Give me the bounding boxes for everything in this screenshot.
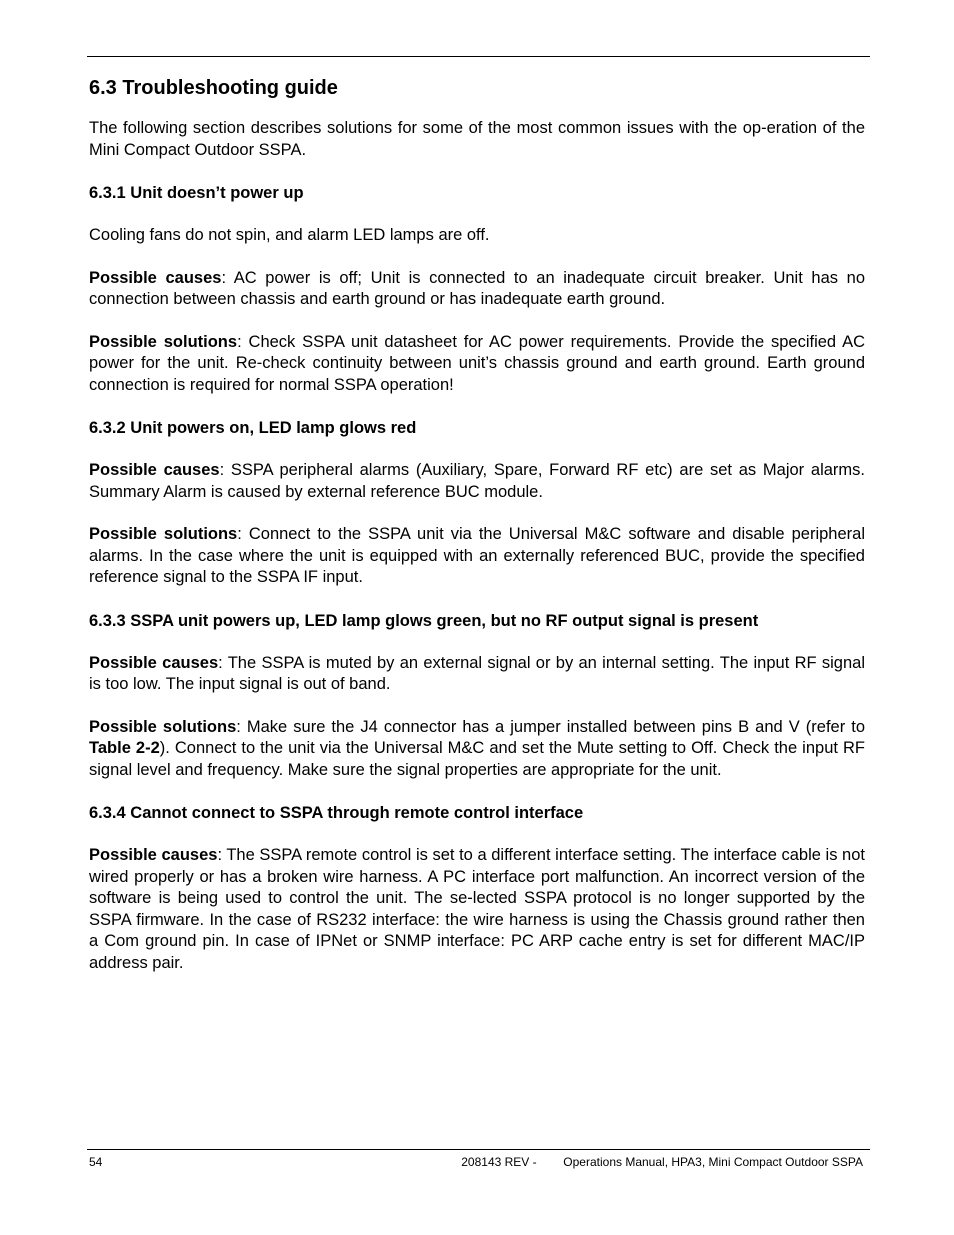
causes-label: Possible causes	[89, 846, 218, 864]
solutions-text: : Make sure the J4 connector has a jumper installed between pins B and V (refer to	[236, 717, 866, 736]
subsection-heading-6-3-1: 6.3.1 Unit doesn’t power up	[89, 184, 304, 202]
solutions-text: : Connect to the SSPA unit via the Universal M&C software and disable peripheral alarms. In the case where the unit is equipped with an externally referenced BUC, provide the specified reference signal to the SSPA IF input.	[89, 525, 865, 586]
subsection-heading-6-3-2: 6.3.2 Unit powers on, LED lamp glows red	[89, 419, 417, 437]
footer-doc-info: 208143 REV - Operations Manual, HPA3, Mini Compact Outdoor SSPA	[461, 1155, 863, 1169]
solutions-text-cont: ). Connect to the unit via the Universal M&C and set the Mute setting to Off. Check the input RF signal level and frequency. Make sure the signal properties are appropriate for the unit.	[89, 739, 865, 779]
solutions-label: Possible solutions	[89, 525, 238, 543]
subsection-heading-6-3-4: 6.3.4 Cannot connect to SSPA through remote control interface	[89, 804, 584, 822]
page-content	[89, 74, 865, 995]
solutions-label: Possible solutions	[89, 717, 237, 736]
symptom-6-3-1: Cooling fans do not spin, and alarm LED lamps are off.	[89, 226, 490, 244]
page-number: 54	[89, 1155, 103, 1169]
solutions-6-3-1	[89, 332, 865, 397]
subsection-heading-6-3-3: 6.3.3 SSPA unit powers up, LED lamp glows green, but no RF output signal is present	[89, 611, 759, 630]
causes-text: : The SSPA remote control is set to a different interface setting. The interface cable is not wired properly or has a broken wire harness. A PC interface port malfunction. An incorrect version of the software is being used to control the unit. The se-lected SSPA protocol is no longer supported by the SSPA firmware. In the case of RS232 interface: the wire harness is using the Chassis ground rather then a Com ground pin. In case of IPNet or SNMP interface: PC ARP cache entry is set for different MAC/IP address pair.	[89, 846, 865, 972]
causes-text: : SSPA peripheral alarms (Auxiliary, Spare, Forward RF etc) are set as Major alarms. Summary Alarm is caused by external reference BUC module.	[89, 461, 865, 501]
solutions-label: Possible solutions	[89, 332, 238, 351]
solutions-6-3-3	[89, 717, 865, 782]
causes-6-3-3	[89, 653, 865, 696]
table-reference: Table 2-2	[89, 739, 160, 757]
section-title: 6.3 Troubleshooting guide	[89, 77, 338, 99]
causes-text: : AC power is off; Unit is connected to an inadequate circuit breaker. Unit has no connection between chassis and earth ground or has inadequate earth ground.	[89, 268, 865, 308]
solutions-6-3-2	[89, 524, 865, 589]
causes-label: Possible causes	[89, 653, 219, 672]
causes-6-3-2	[89, 460, 865, 503]
solutions-text: : Check SSPA unit datasheet for AC power requirements. Provide the specified AC power for the unit. Re-check continuity between unit’s chassis ground and earth ground. Earth ground connection is required for normal SSPA operation!	[89, 332, 865, 394]
causes-label: Possible causes	[89, 461, 220, 479]
causes-6-3-1	[89, 268, 865, 311]
causes-text: : The SSPA is muted by an external signal or by an internal setting. The input RF signal is too low. The input signal is out of band.	[89, 653, 865, 693]
causes-6-3-4	[89, 845, 865, 974]
header-rule	[87, 56, 870, 57]
causes-label: Possible causes	[89, 268, 222, 287]
footer-rule	[87, 1149, 870, 1150]
section-intro: The following section describes solutions for some of the most common issues with the op-eration of the Mini Compact Outdoor SSPA.	[89, 119, 865, 159]
